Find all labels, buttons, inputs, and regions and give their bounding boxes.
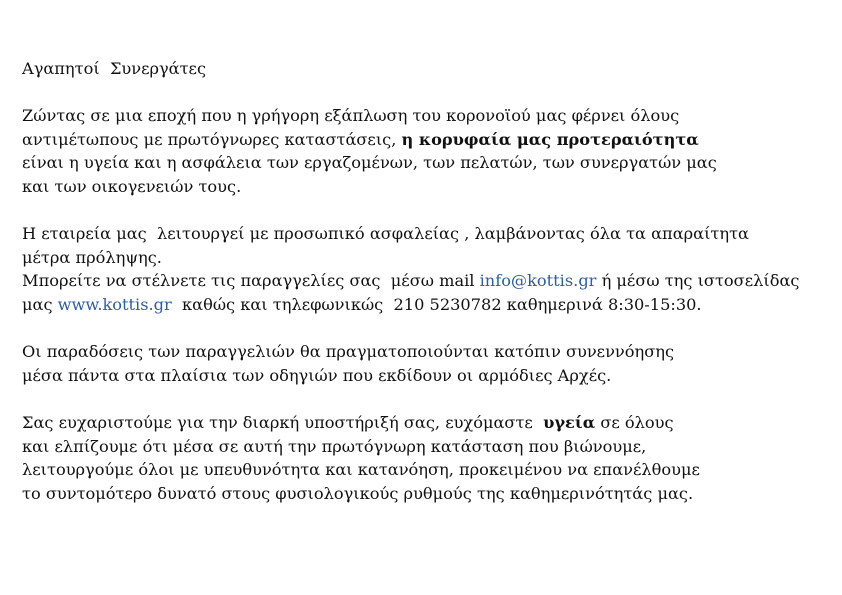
paragraph-line xyxy=(22,269,799,293)
paragraph-line-text: καθώς και τηλεφωνικώς 210 5230782 καθημερινά 8:30-15:30. xyxy=(171,294,702,314)
paragraph-line: Ζώντας σε μια εποχή που η γρήγορη εξάπλωση του κορονοϊού μας φέρνει όλους xyxy=(22,106,680,125)
paragraph-closing xyxy=(22,411,700,505)
paragraph-line xyxy=(22,411,700,435)
paragraph-line-text: Σας ευχαριστούμε για την διαρκή υποστήριξή σας, ευχόμαστε xyxy=(22,413,544,432)
website-link[interactable]: www.kottis.gr xyxy=(57,294,172,314)
paragraph-line xyxy=(22,128,717,152)
email-link[interactable]: info@kottis.gr xyxy=(479,271,597,291)
paragraph-line-text: σε όλους xyxy=(595,413,674,432)
paragraph-line: μέτρα πρόληψης. xyxy=(22,247,162,267)
priority-emphasis: η κορυφαία μας προτεραιότητα xyxy=(401,129,699,149)
greeting xyxy=(22,57,206,81)
paragraph-line: είναι η υγεία και η ασφάλεια των εργαζομένων, των πελατών, των συνεργατών μας xyxy=(22,153,717,173)
paragraph-line: Οι παραδόσεις των παραγγελιών θα πραγματοποιούνται κατόπιν συνεννόησης xyxy=(22,342,675,361)
health-emphasis: υγεία xyxy=(543,413,596,432)
paragraph-line xyxy=(22,293,799,317)
paragraph-line: Η εταιρεία μας λειτουργεί με προσωπικό ασφαλείας , λαμβάνοντας όλα τα απαραίτητα xyxy=(22,224,749,243)
paragraph-deliveries xyxy=(22,340,674,387)
paragraph-line-text: ή μέσω της ιστοσελίδας xyxy=(596,271,800,291)
paragraph-line: και ελπίζουμε ότι μέσα σε αυτή την πρωτόγνωρη κατάσταση που βιώνουμε, xyxy=(22,436,647,456)
paragraph-line: το συντομότερο δυνατό στους φυσιολογικούς ρυθμούς της καθημερινότητάς μας. xyxy=(22,483,694,503)
paragraph-line: λειτουργούμε όλοι με υπευθυνότητα και κατανόηση, προκειμένου να επανέλθουμε xyxy=(22,460,700,480)
paragraph-intro xyxy=(22,104,717,198)
paragraph-line: μέσα πάντα στα πλαίσια των οδηγιών που εκδίδουν οι αρμόδιες Αρχές. xyxy=(22,365,612,385)
paragraph-line-text: αντιμέτωπους με πρωτόγνωρες καταστάσεις, xyxy=(22,129,402,149)
paragraph-line-text: Μπορείτε να στέλνετε τις παραγγελίες σας μέσω mail xyxy=(22,271,480,291)
paragraph-line: και των οικογενειών τους. xyxy=(22,176,242,196)
paragraph-operations xyxy=(22,222,799,316)
greeting-text: Αγαπητοί Συνεργάτες xyxy=(22,59,207,78)
paragraph-line-text: μας xyxy=(22,294,58,314)
